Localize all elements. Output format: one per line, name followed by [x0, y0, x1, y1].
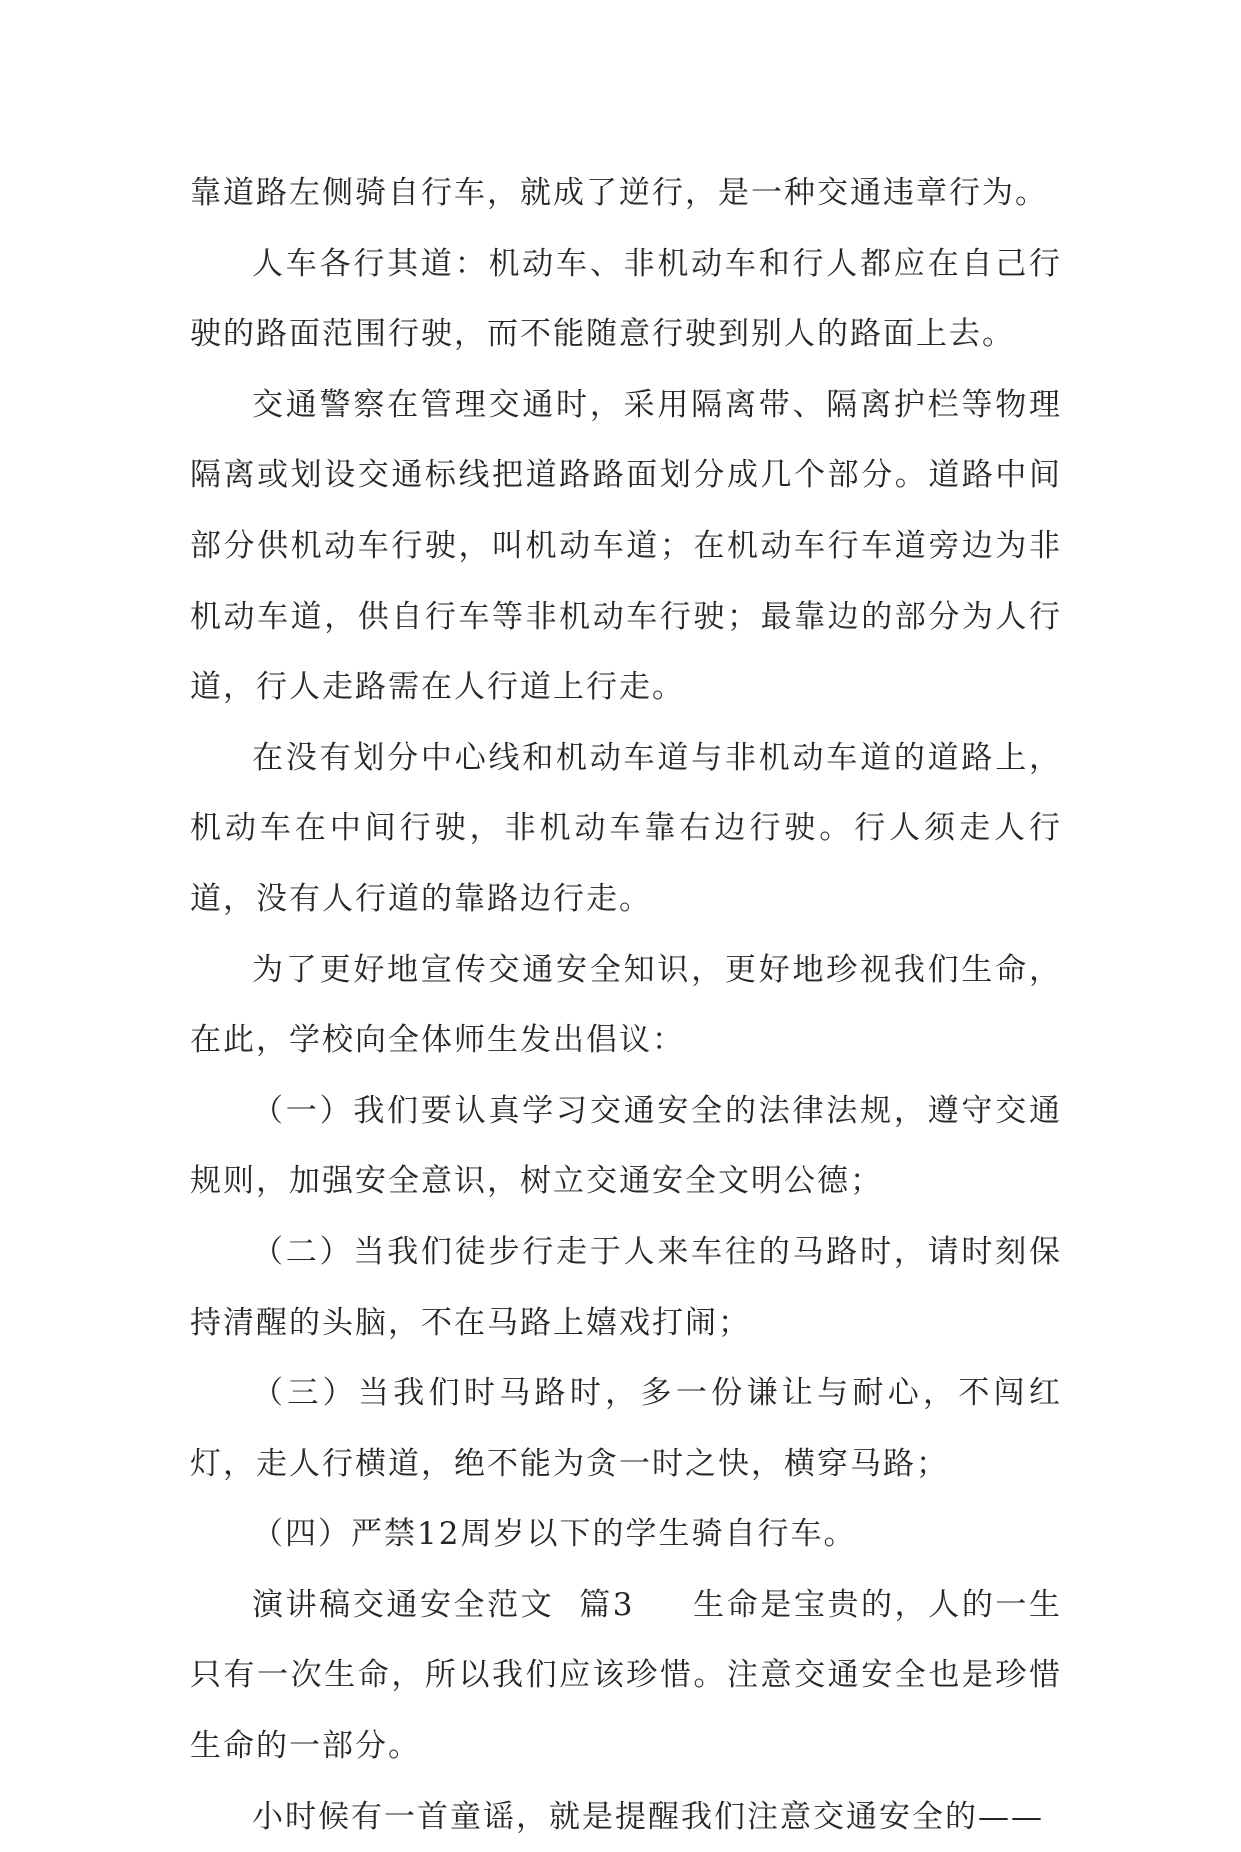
- paragraph-proposal-one: （一）我们要认真学习交通安全的法律法规，遵守交通规则，加强安全意识，树立交通安全文明公德；: [190, 1092, 1062, 1200]
- section-heading: 演讲稿交通安全范文 篇3: [252, 1586, 635, 1623]
- section-three-text: 生命是宝贵的，人的一生只有一次生命，所以我们应该珍惜。注意交通安全也是珍惜生命的一部分。: [190, 1586, 1063, 1765]
- paragraph-wrong-way-cycling: 靠道路左侧骑自行车，就成了逆行，是一种交通违章行为。: [190, 175, 1048, 211]
- paragraph-section-three: [190, 1570, 1062, 1782]
- paragraph-proposal-three: （三）当我们时马路时，多一份谦让与耐心，不闯红灯，走人行横道，绝不能为贪一时之快，横穿马路；: [190, 1375, 1062, 1482]
- paragraph-no-center-line: 在没有划分中心线和机动车道与非机动车道的道路上，机动车在中间行驶，非机动车靠右边行驶。行人须走人行道，没有人行道的靠路边行走。: [190, 739, 1062, 917]
- paragraph-separate-lanes: 人车各行其道：机动车、非机动车和行人都应在自己行驶的路面范围行驶，而不能随意行驶到别人的路面上去。: [190, 245, 1062, 353]
- paragraph-proposal-two: （二）当我们徒步行走于人来车往的马路时，请时刻保持清醒的头脑，不在马路上嬉戏打闹；: [190, 1233, 1062, 1341]
- paragraph-proposal-intro: 为了更好地宣传交通安全知识，更好地珍视我们生命，在此，学校向全体师生发出倡议：: [190, 951, 1062, 1059]
- paragraph-proposal-four: （四）严禁12周岁以下的学生骑自行车。: [252, 1516, 857, 1553]
- document-body: [190, 158, 1062, 1852]
- paragraph-traffic-police-lanes: 交通警察在管理交通时，采用隔离带、隔离护栏等物理隔离或划设交通标线把道路路面划分成几个部分。道路中间部分供机动车行驶，叫机动车道；在机动车行车道旁边为非机动车道，供自行车等非机动车行驶；最靠边的部分为人行道，行人走路需在人行道上行走。: [190, 386, 1062, 706]
- paragraph-nursery-rhyme: 小时候有一首童谣，就是提醒我们注意交通安全的——: [252, 1798, 1044, 1835]
